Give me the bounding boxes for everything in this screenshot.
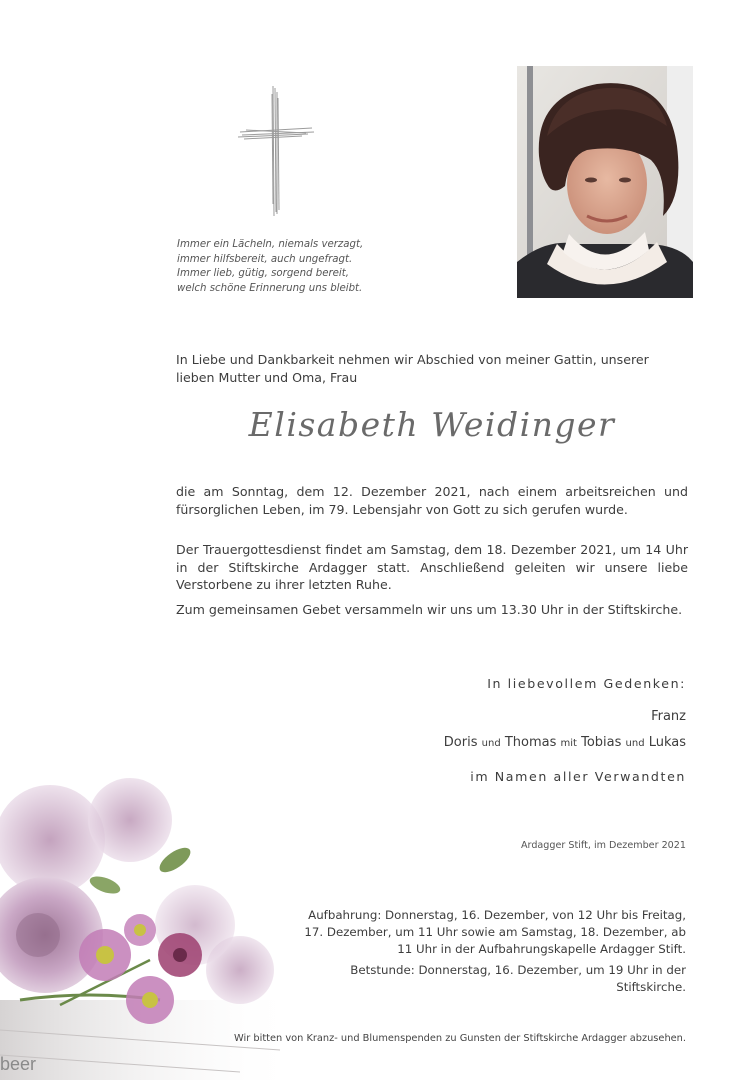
cross-icon xyxy=(236,84,316,218)
place-date: Ardagger Stift, im Dezember 2021 xyxy=(520,840,686,851)
mourner-relatives: im Namen aller Verwandten xyxy=(470,769,686,784)
poem xyxy=(177,238,437,296)
viewing-info: Aufbahrung: Donnerstag, 16. Dezember, von 12 Uhr bis Freitag, 17. Dezember, um 11 Uhr sowie am Samstag, 18. Dezember, ab 11 Uhr in der Aufbahrungskapelle Ardagger Stift. xyxy=(304,908,686,957)
connector-word: und xyxy=(625,738,645,749)
service-notice: Der Trauergottesdienst findet am Samstag, dem 18. Dezember 2021, um 14 Uhr in der Stiftskirche Ardagger statt. Anschließend geleiten wir unsere liebe Verstorbene zu ihrer letzten Ruhe. xyxy=(176,542,688,592)
donation-note: Wir bitten von Kranz- und Blumenspenden zu Gunsten der Stiftskirche Ardagger abzusehen. xyxy=(234,1033,686,1044)
prayer-notice: Zum gemeinsamen Gebet versammeln wir uns um 13.30 Uhr in der Stiftskirche. xyxy=(176,602,683,617)
logo-text: beer xyxy=(0,1054,37,1074)
mourner-name: Lukas xyxy=(648,735,686,750)
poem-line: immer hilfsbereit, auch ungefragt. xyxy=(177,253,353,265)
connector-word: mit xyxy=(560,738,577,749)
mourner-name: Doris xyxy=(443,735,478,750)
connector-word: und xyxy=(481,738,501,749)
poem-line: Immer ein Lächeln, niemals verzagt, xyxy=(177,239,364,250)
mourner-name: Thomas xyxy=(504,735,557,750)
poem-line: welch schöne Erinnerung uns bleibt. xyxy=(177,282,363,294)
poem-line: Immer lieb, gütig, sorgend bereit, xyxy=(177,268,349,280)
flowers-illustration xyxy=(0,700,300,1080)
mourner-husband: Franz xyxy=(651,709,686,724)
mourner-family xyxy=(444,735,686,750)
prayer-hour-info: Betstunde: Donnerstag, 16. Dezember, um 19 Uhr in der Stiftskirche. xyxy=(350,963,686,995)
mourners-heading: In liebevollem Gedenken: xyxy=(487,676,686,691)
mourner-name: Tobias xyxy=(581,735,622,750)
intro-text: In Liebe und Dankbarkeit nehmen wir Abschied von meiner Gattin, unserer lieben Mutter und Oma, Frau xyxy=(176,352,649,385)
death-notice: die am Sonntag, dem 12. Dezember 2021, nach einem arbeitsreichen und fürsorglichen Leben, im 79. Lebensjahr von Gott zu sich gerufen wurde. xyxy=(176,484,688,517)
portrait-photo xyxy=(517,66,693,298)
deceased-name: Elisabeth Weidinger xyxy=(248,405,616,444)
